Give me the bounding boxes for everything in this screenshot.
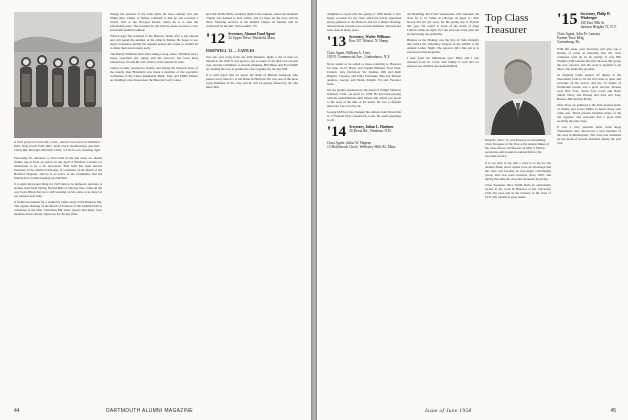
right-col2-paragraph-3: I hear from Art Middleton says: Mary and I just returned from St. Croix. Our family is well and we enjoyed our children and grandchildren. (407, 56, 479, 68)
class-1913-header (327, 35, 401, 49)
class-1912-number: '12 (206, 31, 226, 47)
left-page-number: 44 (14, 408, 20, 414)
class-1912-secretary: Secretary, Alumni Fund Agent (228, 32, 275, 36)
left-col2-paragraph-3: The Bondy Whitman have been taking a long cruise. Whitman had a major operation last spring and his recovery has been most satisfactory. Ed and his wife will be at the reunion in June. (110, 52, 198, 64)
class-1914-agent-address: 13 Hollybrook Circle, Wellesley Hills 82, Mass. (327, 145, 397, 150)
left-column-1 (14, 12, 102, 218)
class-1915-agent-address-2: Greensburg, Pa. (557, 40, 580, 45)
left-column-2 (110, 12, 198, 84)
right-column-3 (485, 12, 551, 201)
left-footer: DARTMOUTH ALUMNI MAGAZINE (106, 408, 193, 414)
left-col1-paragraph-3: A further movement for a reunion is under study at the Hanover Inn. The regular meeting of the Board of Trustees of the Alumni Fund is scheduled at the time. Chairman Bill Jones reports that many class members have already signed up for the big affair. (14, 200, 102, 216)
left-col3-paragraph-2: It is with regret that we report the death of Herbert Anderson who passed away March 5 at his home in Hartford. He was one of the most loyal members of the class and he will be greatly missed by all who knew him. (206, 73, 298, 90)
class-1915-number: '15 (557, 11, 578, 28)
right-col1-paragraph-3: We are greatly saddened by the death of Wright Smith in Winsted, Conn., on April 12, 1958. He had been playing with his grandchildren until almost 4th, which was given to the class at the time of his death. He was a cheerful man who was loved by all. (327, 87, 401, 108)
right-col1-paragraph-4: George McElroy has changed his address from Waterville to 17 Putnam Park, Greenwich, Conn. He sends greetings to all. (327, 109, 401, 122)
class-1915-agent: Class Agent, John Fr. Lancary (557, 31, 601, 36)
right-col1-paragraph-2: News seems to be added to those returning to Hanover for June 13-15: Harry and Juanita Hinman, Fred Page, Pennell, Jack Davidson, Vic Dunbar, Bill and Ruth Hughes, Clarence and Ednа Fairbanks, Ben and Marion Andrew, George and Helen Knight, Ed and Florence Nabs. (327, 61, 401, 86)
class-1912-address: 32 Upper Drive, Pittsfield, Mass. (228, 36, 276, 41)
class-1914-address: 26 Bevin Rd., Wenham, N.H. (349, 129, 392, 134)
top-class-treasurer-headline: Top Class Treasurer (485, 12, 529, 36)
right-col4-paragraph-4: It was a very pleasant letter from Rege Wienemeier who discovered a new member of the class in Minneapolis. The class was saddened by the death of several members during the past year. (557, 124, 621, 145)
left-col3-paragraph-top: up Little Nellie Bells, Saturday night at the reunion, where the Reunion Trophy was handed to Ken Lefler, and we hope all the boys will be there. Morning services at the Rollins Chapel on Sunday will be conducted by the Rev. Jim Coombs, '23. (206, 12, 298, 28)
right-column-1 (327, 12, 401, 150)
class-1915-address-2: Jackson Heights 72, N.Y. (580, 25, 617, 30)
class-1915-agent-address: Farmer Trust Bldg. (557, 36, 585, 41)
right-col4-paragraph-3: Once more we gathered at the Park Avenue home of Jimmy and Leona Miller to honor those who came east. Those present included many of the old regulars, and everyone had a good time recalling the early days. (557, 102, 621, 123)
right-col3-paragraph-2: Class Treasurer Dave Smith made an outstanding record in his work in Hanover at the University Club this year, and in the treasury of the class of 1915 will remain in good hands. (485, 183, 551, 200)
class-1912-header (206, 32, 298, 46)
left-column-3 (206, 12, 298, 91)
left-col2-paragraph-1: change the position of the team while the boys coming over and filling their wishes. A further comment is that no one received a week's visit to the Newport Island, where he is to take the scholarship prize. The program for the Library where we have a very successful alumni tradition. (110, 12, 198, 32)
class-1915-header (557, 12, 621, 30)
right-col1-paragraph-top: delighted to report that the spring of 1958 marks a very happy occasion for the class, when the newly organized group gathered at the Hanover Inn for a dinner meeting. Among those present were several members who had not been back in many years. (327, 12, 401, 32)
treasurer-portrait-image (485, 41, 551, 135)
class-1915-secretary: Secretary, Philip H. Winberger (580, 12, 611, 21)
class-1914-header (327, 125, 401, 139)
right-column-4 (557, 12, 621, 147)
group-photo-image (14, 12, 102, 138)
class-1912-meeting-head: HARTWELL '12 — CASTLES (206, 49, 255, 53)
right-page-number: 45 (610, 408, 616, 414)
class-1914-agent: Class Agent, Julius W. Hageen (327, 140, 372, 145)
left-page (0, 0, 311, 420)
treasurer-portrait (485, 41, 551, 135)
left-col1-paragraph-2: It is again the proper thing for 1923 men to be humored, and here is another item from Spring: Harold Bull of Chicago who writes all the way from Milan that he is still working on his plans to be here for our reunion next June. (14, 182, 102, 198)
right-col3-paragraph-1: It is our luck to say that a class is so big for the Alumni Fund, and it seems to be an advantage that the class will become an ever-larger contributing group. Rice has been treasurer since 1950, and during that time the class has increased its giving. (485, 161, 551, 182)
class-1915-address: 120 East 59th St. (580, 20, 606, 25)
class-1913-agent: Class Agent, William A. Tirey (327, 51, 371, 55)
right-col2-paragraph-1: Art Brushing and Franz Stauenecker will represent the class for L. D. White in Chicago on April 11. Walt Noack did not get away for the spring trip to Florida this year. We regret to learn of the death of Page Ludlow while on April 13; I am sure our Class joins me in expressing our sympathy. (407, 12, 479, 36)
left-col2-paragraph-2: Warren Agry has returned to his Hanover home after a trip abroad and will spend the summer at his camp in Maine. He hopes to see many classmates during the reunion period and wants to remind all to make their reservations early. (110, 34, 198, 50)
left-col2-paragraph-4: Cantor recently returned to Seattle, and among the business news of the month, Ron Blanchard was made a member of the executive committee of the Chase Manhattan Bank. Tony and Millie Palmer are building a new house near the Hanover Golf Course. (110, 66, 198, 82)
treasurer-caption: Russell J. Rice '15, was honored as outstanding Class Treasurer of the Year at the annual dinner of the class officers in Hanover on May 3. Fellow secretaries and treasurers saluted him for his excellent service. (485, 138, 549, 158)
left-col3-paragraph-1: Just one year away from our 50th Reunion. Quite a list of men we missed at the 45th. It was good to see so many of the men turn out this year, and the committee is already planning. Bill Baker and Fred Smith are leading the way in getting the class together for the big 50th. (206, 55, 298, 72)
class-1913-agent-address: 150 N. Commercial Ave., Lindenhurst, N.Y. (327, 55, 391, 60)
group-photo (14, 12, 102, 138)
class-1914-number: '14 (327, 123, 347, 140)
right-col2-paragraph-2: Hunters in the Making was the title of John Ireland's talk before the Waterbury Session of the AMSE at the Annual Ladies' Night. The reporter did a fine job as is expected in this magazine. (407, 38, 479, 54)
right-col4-paragraph-2: At England Cuffe kicked off dinner at the Moorsmen Club to be the first man to meet and welcome on his arrival, and the '15 dinner of Dartmouth people was a great success. Present were Ben Foss, Norm Fair, Cecil and Betty Smith, Harry and Harold and Sara and Tony Burton, Bill and Dot Haley. (557, 72, 621, 101)
group-photo-caption: A 1923 group at Greenville, Conn., shared in at least one Elizabeth (Mrs. Sam) Clark, Polly (Mrs. Jack) Clark, Nat Burleigh, and Jack Clark, Ray Burleigh, Marshall Clark, '24, Ken's son, standing right. (14, 140, 101, 152)
left-col1-paragraph-1: Following the reference to Ned Judd in the last issue we should further report from an article in the April 6 Hartford Courant we understand to be a bit inaccurate. Ned Judd has been elected President of the Hartford Kiwanis, is a member of the Board of the Hartford Hospital, and he is so active in the community that his friends have trouble keeping up with him. (14, 156, 102, 180)
class-1913-number: '13 (327, 34, 347, 50)
right-page (317, 0, 628, 420)
class-1913-address: Box 357, Bristol, N. Hamp. (349, 39, 389, 44)
right-column-2 (407, 12, 479, 70)
right-col4-paragraph-1: With this issue, your Secretary will give you a feeling of pride in knowing that the class continues well up in its giving. It was Bill Wright's 45th reunion that first showed this group the way forward, and the class is grateful to all those who make this possible. (557, 46, 621, 71)
class-1914-secretary: Secretary, Julian L. Huebner (349, 124, 394, 129)
class-1913-secretary: Secretary, Walter Williams (349, 35, 391, 39)
right-footer: Issue of June 1958 (425, 408, 472, 414)
